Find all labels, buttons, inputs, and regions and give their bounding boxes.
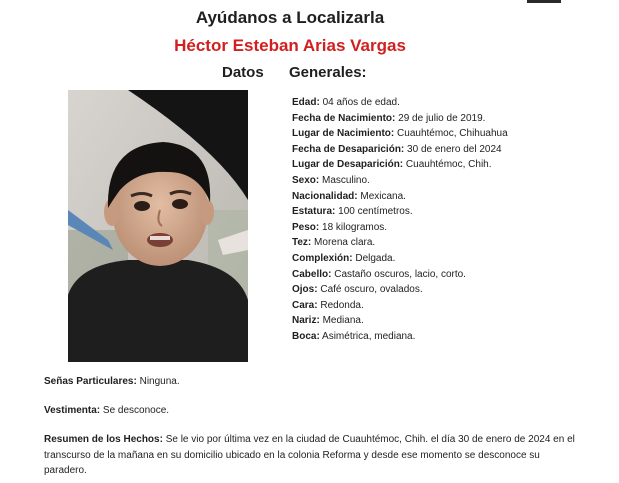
detail-estatura: Estatura: 100 centímetros. bbox=[292, 206, 413, 218]
detail-cara: Cara: Redonda. bbox=[292, 299, 364, 311]
detail-nariz: Nariz: Mediana. bbox=[292, 315, 364, 327]
detail-ojos: Ojos: Café oscuro, ovalados. bbox=[292, 284, 423, 296]
section-heading-datos: Datos bbox=[222, 64, 264, 81]
senas-particulares: Señas Particulares: Ninguna. bbox=[44, 376, 180, 387]
detail-cabello: Cabello: Castaño oscuros, lacio, corto. bbox=[292, 268, 466, 280]
corner-mark bbox=[527, 0, 561, 3]
section-heading-generales: Generales: bbox=[289, 64, 367, 81]
detail-sexo: Sexo: Masculino. bbox=[292, 174, 370, 186]
detail-complexion: Complexión: Delgada. bbox=[292, 252, 396, 264]
detail-boca: Boca: Asimétrica, mediana. bbox=[292, 330, 416, 342]
page-title: Ayúdanos a Localizarla bbox=[195, 8, 385, 27]
missing-person-photo bbox=[68, 90, 248, 362]
vestimenta: Vestimenta: Se desconoce. bbox=[44, 405, 170, 416]
detail-fecha-desaparicion: Fecha de Desaparición: 30 de enero del 2024 bbox=[292, 143, 502, 155]
detail-edad: Edad: 04 años de edad. bbox=[292, 97, 400, 108]
detail-lugar-nacimiento: Lugar de Nacimiento: Cuauhtémoc, Chihuahua bbox=[292, 128, 508, 140]
missing-person-name: Héctor Esteban Arias Vargas bbox=[174, 36, 406, 55]
detail-tez: Tez: Morena clara. bbox=[292, 237, 376, 249]
detail-peso: Peso: 18 kilogramos. bbox=[292, 221, 388, 233]
detail-nacionalidad: Nacionalidad: Mexicana. bbox=[292, 190, 406, 202]
resumen-de-los-hechos: Resumen de los Hechos: Se le vio por última vez en la ciudad de Cuauhtémoc, Chih. el día 30 de enero de 2024 en el transcurso de la mañana en su domicilio ubicado en la colonia Reforma y desde ese momento se desconoce su paradero. bbox=[44, 434, 575, 476]
detail-lugar-desaparicion: Lugar de Desaparición: Cuauhtémoc, Chih. bbox=[292, 159, 492, 171]
detail-fecha-nacimiento: Fecha de Nacimiento: 29 de julio de 2019. bbox=[292, 112, 486, 124]
general-details-list bbox=[292, 95, 612, 345]
